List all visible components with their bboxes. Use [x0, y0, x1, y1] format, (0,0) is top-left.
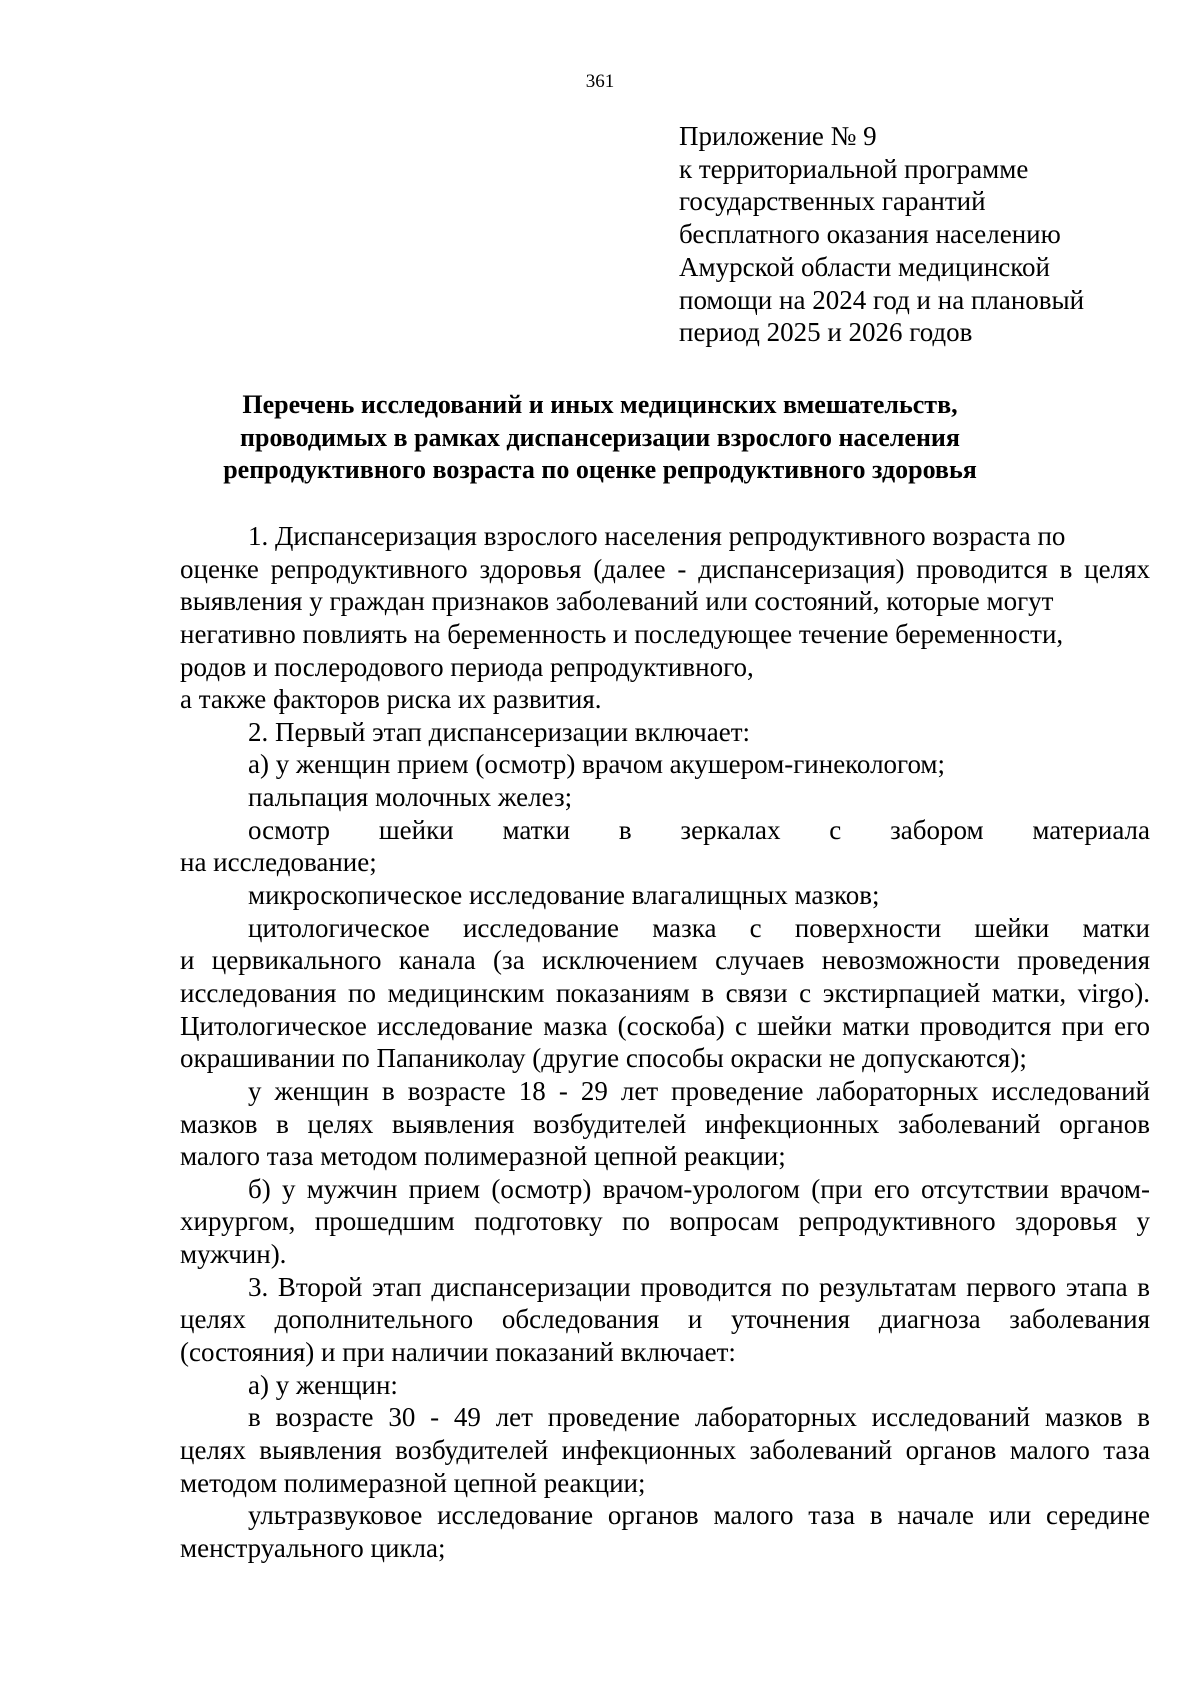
body-line: малого таза методом полимеразной цепной реакции;	[180, 1141, 786, 1172]
body-line: методом полимеразной цепной реакции;	[180, 1467, 646, 1498]
body-line: 3. Второй этап диспансеризации проводится по результатам первого этапа в	[248, 1271, 1150, 1302]
appendix-line: Амурской области медицинской	[679, 251, 1050, 282]
title-line: проводимых в рамках диспансеризации взрослого населения	[240, 422, 960, 452]
title-line: Перечень исследований и иных медицинских вмешательств,	[242, 390, 958, 419]
body-line: целях дополнительного обследования и уточнения диагноза заболевания	[180, 1304, 1150, 1335]
body-line: негативно повлиять на беременность и последующее течение беременности,	[180, 618, 1064, 649]
body-line: мазков в целях выявления возбудителей инфекционных заболеваний органов	[180, 1108, 1150, 1139]
title-line: репродуктивного возраста по оценке репродуктивного здоровья	[223, 455, 977, 484]
body-line: выявления у граждан признаков заболеваний или состояний, которые могут	[180, 586, 1054, 617]
document-body	[180, 520, 1150, 1565]
body-line: 2. Первый этап диспансеризации включает:	[248, 716, 750, 747]
body-line: в возрасте 30 - 49 лет проведение лабораторных исследований мазков в	[248, 1402, 1150, 1433]
page-number: 361	[585, 71, 615, 92]
appendix-header	[679, 120, 1149, 349]
body-line: менструального цикла;	[180, 1532, 446, 1563]
body-line: исследования по медицинским показаниям в связи с экстирпацией матки, virgo).	[180, 977, 1150, 1008]
appendix-line: период 2025 и 2026 годов	[679, 317, 973, 348]
body-line: мужчин).	[180, 1239, 287, 1270]
document-title	[100, 389, 1100, 487]
body-line: и цервикального канала (за исключением случаев невозможности проведения	[180, 945, 1150, 976]
body-line: хирургом, прошедшим подготовку по вопросам репродуктивного здоровья у	[180, 1206, 1150, 1237]
appendix-line: государственных гарантий	[679, 186, 986, 217]
appendix-line: Приложение № 9	[679, 121, 877, 151]
body-line: на исследование;	[180, 847, 377, 878]
body-line: осмотр шейки матки в зеркалах с забором материала	[248, 814, 1150, 845]
body-line: ультразвуковое исследование органов малого таза в начале или середине	[248, 1500, 1150, 1531]
body-line: пальпация молочных желез;	[248, 782, 573, 813]
body-line: (состояния) и при наличии показаний включает:	[180, 1337, 736, 1368]
body-line: а) у женщин:	[248, 1369, 398, 1400]
body-line: а) у женщин прием (осмотр) врачом акушером-гинекологом;	[248, 749, 946, 780]
body-line: цитологическое исследование мазка с поверхности шейки матки	[248, 912, 1150, 943]
body-line: оценке репродуктивного здоровья (далее - диспансеризация) проводится в целях	[180, 553, 1150, 584]
body-line: целях выявления возбудителей инфекционных заболеваний органов малого таза	[180, 1434, 1150, 1465]
appendix-line: бесплатного оказания населению	[679, 219, 1061, 250]
body-line: родов и послеродового периода репродуктивного,	[180, 651, 754, 682]
body-line: окрашивании по Папаниколау (другие способы окраски не допускаются);	[180, 1043, 1027, 1074]
body-line: у женщин в возрасте 18 - 29 лет проведение лабораторных исследований	[248, 1075, 1150, 1106]
body-line: 1. Диспансеризация взрослого населения репродуктивного возраста по	[248, 521, 1066, 551]
body-line: Цитологическое исследование мазка (соскоба) с шейки матки проводится при его	[180, 1010, 1150, 1041]
body-line: б) у мужчин прием (осмотр) врачом-урологом (при его отсутствии врачом-	[248, 1173, 1150, 1204]
body-line: а также факторов риска их развития.	[180, 684, 602, 715]
appendix-line: к территориальной программе	[679, 153, 1029, 184]
body-line: микроскопическое исследование влагалищных мазков;	[248, 880, 880, 911]
appendix-line: помощи на 2024 год и на плановый	[679, 284, 1085, 315]
